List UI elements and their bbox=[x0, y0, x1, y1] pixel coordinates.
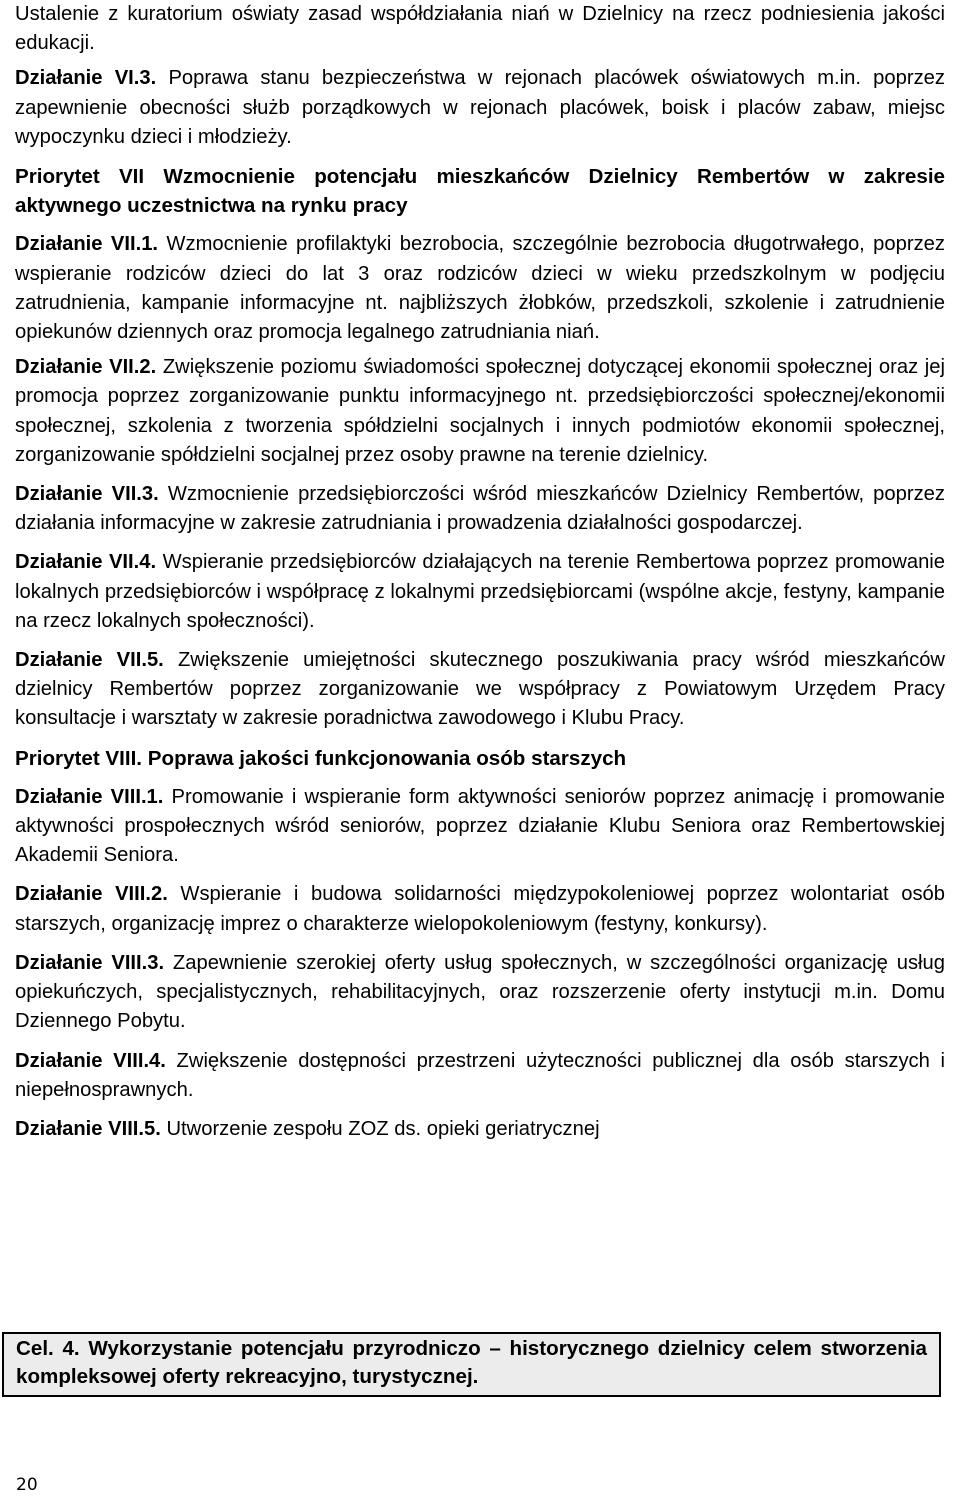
paragraph-text: Ustalenie z kuratorium oświaty zasad współdziałania niań w Dzielnicy na rzecz podniesienia jakości edukacji. bbox=[15, 3, 945, 55]
action-label: Działanie VII.4. bbox=[15, 551, 157, 574]
action-text: Wspieranie przedsiębiorców działających na terenie Rembertowa poprzez promowanie lokalnych przedsiębiorców i współpracę z lokalnymi przedsiębiorcami (wspólne akcje, festyny, kampanie na rzecz lokalnych społeczności). bbox=[15, 551, 946, 632]
priority-viii-heading: Priorytet VIII. Poprawa jakości funkcjonowania osób starszych bbox=[15, 746, 627, 770]
action-vii-1 bbox=[15, 230, 945, 347]
action-text: Wzmocnienie profilaktyki bezrobocia, szczególnie bezrobocia długotrwałego, poprzez wspieranie rodziców dzieci do lat 3 oraz rodziców dzieci w wieku przedszkolnym w podjęciu zatrudnienia, kampanie informacyjne nt. najbliższych żłobków, przedszkoli, szkolenie i zatrudnienie opiekunów dziennych oraz promocja legalnego zatrudniania niań. bbox=[15, 233, 945, 344]
action-vii-3 bbox=[15, 480, 945, 538]
page-number: 20 bbox=[16, 1475, 38, 1495]
action-vi-3 bbox=[15, 64, 945, 152]
action-vii-2 bbox=[15, 353, 945, 470]
action-viii-3 bbox=[15, 949, 945, 1037]
action-text: Poprawa stanu bezpieczeństwa w rejonach placówek oświatowych m.in. poprzez zapewnienie obecności służb porządkowych w rejonach placówek, boisk i placów zabaw, miejsc wypoczynku dzieci i młodzieży. bbox=[15, 67, 945, 148]
action-vii-5 bbox=[15, 646, 945, 734]
action-label: Działanie VI.3. bbox=[15, 67, 157, 90]
action-viii-5 bbox=[15, 1115, 945, 1144]
paragraph-kuratorium bbox=[15, 0, 945, 58]
action-viii-4 bbox=[15, 1047, 945, 1105]
action-viii-1 bbox=[15, 783, 945, 871]
action-vii-4 bbox=[15, 548, 945, 636]
action-label: Działanie VII.2. bbox=[15, 356, 157, 379]
action-label: Działanie VII.5. bbox=[15, 649, 164, 672]
action-text: Promowanie i wspieranie form aktywności seniorów poprzez animację i promowanie aktywności prospołecznych wśród seniorów, poprzez działanie Klubu Seniora oraz Rembertowskiej Akademii Seniora. bbox=[15, 785, 946, 867]
action-text: Wspieranie i budowa solidarności międzypokoleniowej poprzez wolontariat osób starszych, organizację imprez o charakterze wielopokoleniowym (festyny, konkursy). bbox=[15, 883, 946, 935]
action-text: Zwiększenie umiejętności skutecznego poszukiwania pracy wśród mieszkańców dzielnicy Rembertów poprzez zorganizowanie we współpracy z Powiatowym Urzędem Pracy konsultacje i warsztaty w zakresie poradnictwa zawodowego i Klubu Pracy. bbox=[15, 649, 945, 730]
goal-4-box bbox=[2, 1332, 941, 1397]
action-text: Zapewnienie szerokiej oferty usług społecznych, w szczególności organizację usług opiekuńczych, specjalistycznych, rehabilitacyjnych, oraz rozszerzenie oferty instytucji m.in. Domu Dziennego Pobytu. bbox=[15, 951, 945, 1033]
goal-4-text: Cel. 4. Wykorzystanie potencjału przyrodniczo – historycznego dzielnicy celem stworzenia kompleksowej oferty rekreacyjno, turystycznej. bbox=[16, 1337, 927, 1388]
document-page bbox=[15, 0, 945, 1144]
priority-vii-heading: Priorytet VII Wzmocnienie potencjału mieszkańców Dzielnicy Rembertów w zakresie aktywnego uczestnictwa na rynku pracy bbox=[15, 165, 945, 218]
action-text: Wzmocnienie przedsiębiorczości wśród mieszkańców Dzielnicy Rembertów, poprzez działania informacyjne w zakresie zatrudniania i prowadzenia działalności gospodarczej. bbox=[15, 483, 946, 535]
action-text: Utworzenie zespołu ZOZ ds. opieki geriatrycznej bbox=[160, 1117, 600, 1140]
action-label: Działanie VII.3. bbox=[15, 483, 159, 506]
action-label: Działanie VIII.3. bbox=[15, 951, 165, 974]
action-viii-2 bbox=[15, 880, 945, 938]
action-label: Działanie VIII.2. bbox=[15, 883, 168, 906]
action-label: Działanie VII.1. bbox=[15, 233, 159, 256]
action-text: Zwiększenie poziomu świadomości społecznej dotyczącej ekonomii społecznej oraz jej promocja poprzez zorganizowanie punktu informacyjnego nt. przedsiębiorczości społecznej/ekonomii społecznej, szkolenia z tworzenia spółdzielni socjalnych i innych podmiotów ekonomii społecznej, zorganizowanie spółdzielni socjalnej przez osoby prawne na terenie dzielnicy. bbox=[15, 356, 946, 466]
action-label: Działanie VIII.5. bbox=[15, 1117, 161, 1140]
action-text: Zwiększenie dostępności przestrzeni użyteczności publicznej dla osób starszych i niepełnosprawnych. bbox=[15, 1049, 945, 1101]
action-label: Działanie VIII.4. bbox=[15, 1049, 166, 1072]
action-label: Działanie VIII.1. bbox=[15, 785, 164, 808]
